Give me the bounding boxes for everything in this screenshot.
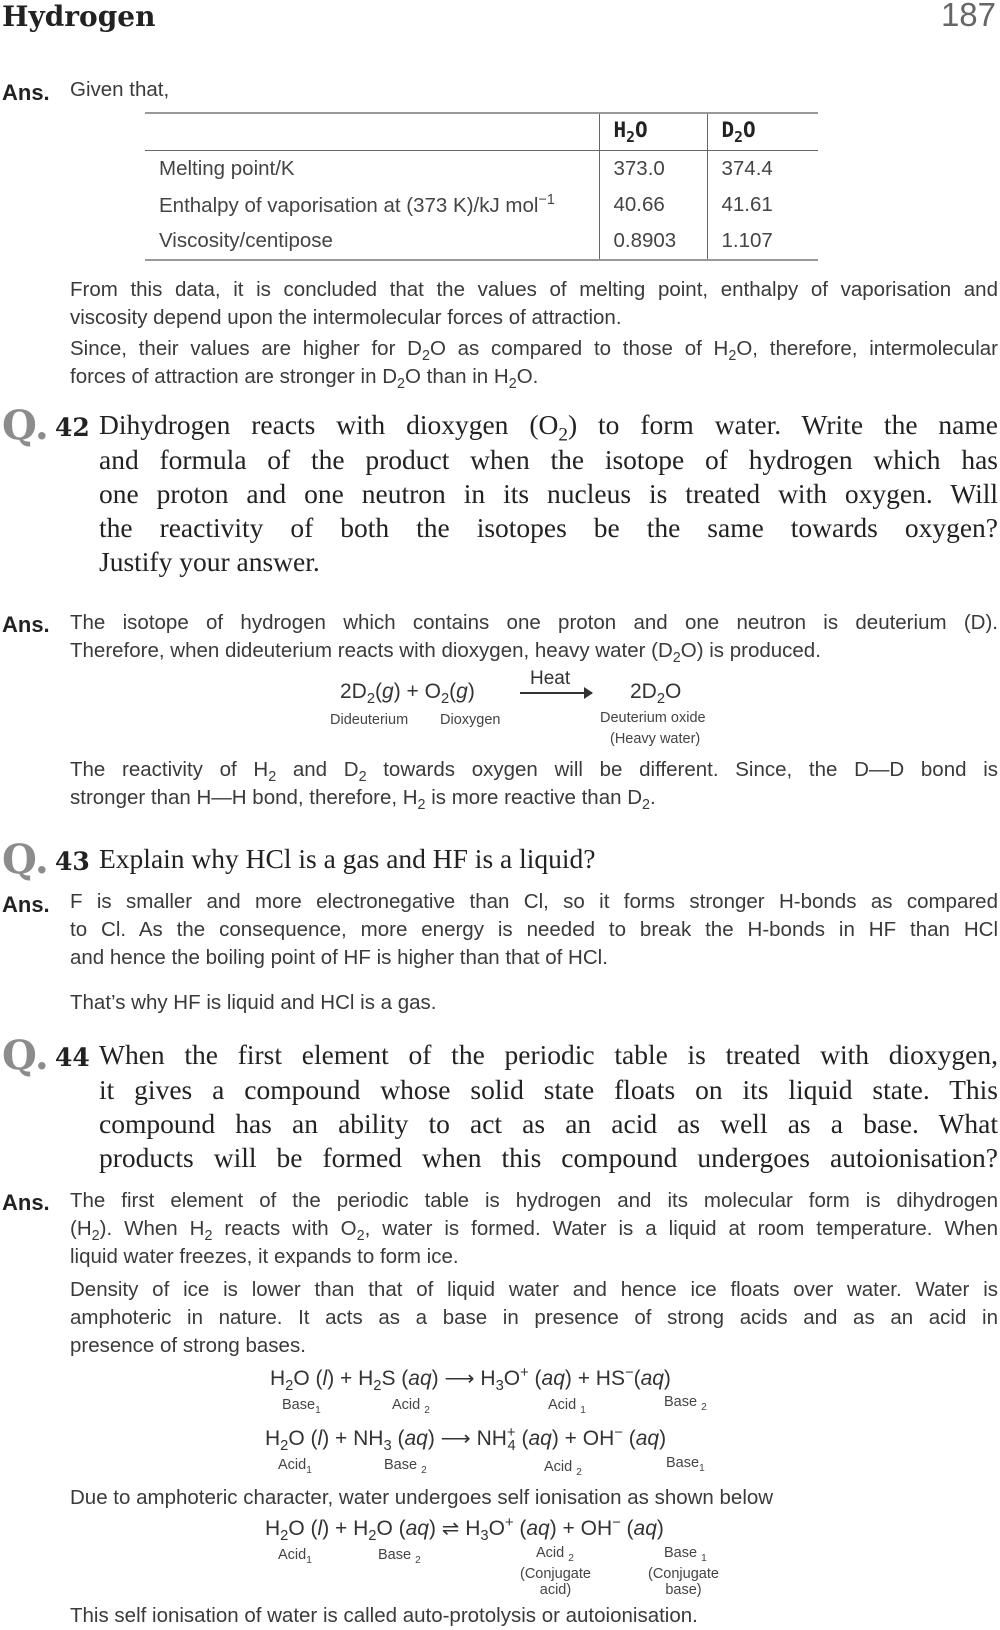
equation-reactants: $2D_2(g) + O_2(g)$: [340, 680, 475, 708]
equation-product: $2D_2O$: [630, 680, 682, 708]
equation-label: Base $_2$: [384, 1457, 427, 1476]
equation-label: Acid $_2$: [536, 1545, 574, 1564]
question-text: it gives a compound whose solid state floats on its liquid state. This: [99, 1074, 998, 1105]
paragraph: to Cl. As the consequence, more energy is needed to break the H-bonds in HF than HCl: [70, 918, 998, 941]
equation-label: Base$_1$: [282, 1397, 321, 1416]
equation-2: $H_2O$ $(l) + H_2S$ (aq) ⟶ $H_3O^+$ (aq) + HS−(aq): [270, 1365, 671, 1395]
paragraph: Therefore, when dideuterium reacts with dioxygen, heavy water $(D_2O)$ is produced.: [70, 639, 821, 667]
data-table-wrap: [145, 112, 818, 261]
equation-4: $H_2O$ $(l) + H_2O$ (aq) ⇌ $H_3O^+$ (aq) + OH− (aq): [265, 1515, 664, 1545]
equation-label: Acid $_2$: [392, 1397, 430, 1416]
paragraph: stronger than H—H bond, therefore, $H_2$ is more reactive than $D_2$.: [70, 786, 656, 814]
equation-label: Acid$_1$: [278, 1457, 312, 1476]
equation-3: $H_2O$ $(l) + NH_3$ (aq) ⟶ $NH^+_4$ (aq) + OH− (aq): [265, 1425, 667, 1455]
table-row: Viscosity/centipose 0.8903 1.107: [145, 223, 818, 259]
equation-label: Acid$_1$: [278, 1547, 312, 1566]
equation-label: Dioxygen: [440, 712, 501, 728]
paragraph: Density of ice is lower than that of liquid water and hence ice floats over water. Water is: [70, 1278, 998, 1301]
paragraph: F is smaller and more electronegative than Cl, so it forms stronger H-bonds as compared: [70, 890, 998, 913]
question-mark-icon: Q.: [2, 402, 49, 449]
question-text: and formula of the product when the isotope of hydrogen which has: [99, 444, 998, 475]
equation-label: (Conjugate acid): [520, 1566, 591, 1598]
question-mark-icon: Q.: [2, 836, 49, 883]
question-number: 43: [55, 847, 90, 876]
properties-table: [145, 114, 818, 259]
paragraph: forces of attraction are stronger in $D_2O$ than in $H_2O$.: [70, 365, 539, 393]
equation-label: Base $_2$: [378, 1547, 421, 1566]
question-text: When the first element of the periodic table is treated with dioxygen,: [99, 1039, 998, 1070]
question-number: 44: [55, 1043, 90, 1072]
question-text: Justify your answer.: [99, 546, 320, 577]
answer-label: Ans.: [2, 1190, 50, 1215]
paragraph: From this data, it is concluded that the values of melting point, enthalpy of vaporisation and: [70, 278, 998, 301]
question-text: the reactivity of both the isotopes be the same towards oxygen?: [99, 512, 998, 543]
answer-intro: Given that,: [70, 78, 170, 101]
equation-label: Deuterium oxide: [600, 710, 706, 726]
answer-label: Ans.: [2, 612, 50, 637]
paragraph: amphoteric in nature. It acts as a base in presence of strong acids and as an acid in: [70, 1306, 998, 1329]
equation-label: Base$_1$: [666, 1455, 705, 1474]
question-text: compound has an ability to act as an acid as well as a base. What: [99, 1108, 998, 1139]
paragraph: The reactivity of $H_2$ and $D_2$ towards oxygen will be different. Since, the D—D bond is: [70, 758, 998, 786]
question-number: 42: [55, 413, 90, 442]
question-text: products will be formed when this compound undergoes autoionisation?: [99, 1142, 998, 1173]
equation-label: Base $_1$: [664, 1545, 707, 1564]
paragraph: That’s why HF is liquid and HCl is a gas.: [70, 991, 437, 1014]
table-row: Enthalpy of vaporisation at (373 K)/kJ mol$^{-1}$ 40.66 41.61: [145, 187, 818, 223]
equation-label: (Heavy water): [610, 731, 701, 747]
question-text: one proton and one neutron in its nucleus is treated with oxygen. Will: [99, 478, 998, 509]
page-number: 187: [940, 0, 996, 33]
question-mark-icon: Q.: [2, 1032, 49, 1079]
answer-label: Ans.: [2, 80, 50, 105]
arrowhead-icon: [584, 687, 593, 699]
paragraph: presence of strong bases.: [70, 1334, 306, 1357]
equation-label: (Conjugate base): [648, 1566, 719, 1598]
heat-label: Heat: [530, 668, 571, 689]
equation-label: Acid $_1$: [548, 1397, 586, 1416]
paragraph: and hence the boiling point of HF is higher than that of HCl.: [70, 946, 608, 969]
paragraph: liquid water freezes, it expands to form ice.: [70, 1245, 459, 1268]
paragraph: viscosity depend upon the intermolecular forces of attraction.: [70, 306, 622, 329]
column-header-h2o: $H_2O$: [599, 114, 707, 151]
answer-label: Ans.: [2, 892, 50, 917]
arrow-icon: [520, 692, 592, 694]
paragraph: This self ionisation of water is called auto-protolysis or autoionisation.: [70, 1604, 698, 1627]
equation-label: Acid $_2$: [544, 1459, 582, 1478]
chapter-title: Hydrogen: [2, 0, 156, 33]
paragraph: The isotope of hydrogen which contains one proton and one neutron is deuterium (D).: [70, 611, 998, 634]
column-header-d2o: $D_2O$: [707, 114, 818, 151]
paragraph: $(H_2)$. When $H_2$ reacts with $O_2$, water is formed. Water is a liquid at room temperature. When: [70, 1217, 999, 1245]
equation-label: Base $_2$: [664, 1394, 707, 1413]
paragraph: Since, their values are higher for $D_2O$ as compared to those of $H_2O$, therefore, intermolecular: [70, 337, 998, 365]
table-row: Melting point/K 373.0 374.4: [145, 151, 818, 188]
paragraph: Due to amphoteric character, water undergoes self ionisation as shown below: [70, 1486, 774, 1509]
question-text: Dihydrogen reacts with dioxygen $(O_2)$ to form water. Write the name: [99, 409, 998, 446]
paragraph: The first element of the periodic table is hydrogen and its molecular form is dihydrogen: [70, 1189, 998, 1212]
question-text: Explain why HCl is a gas and HF is a liquid?: [99, 843, 596, 874]
equation-label: Dideuterium: [330, 712, 409, 728]
